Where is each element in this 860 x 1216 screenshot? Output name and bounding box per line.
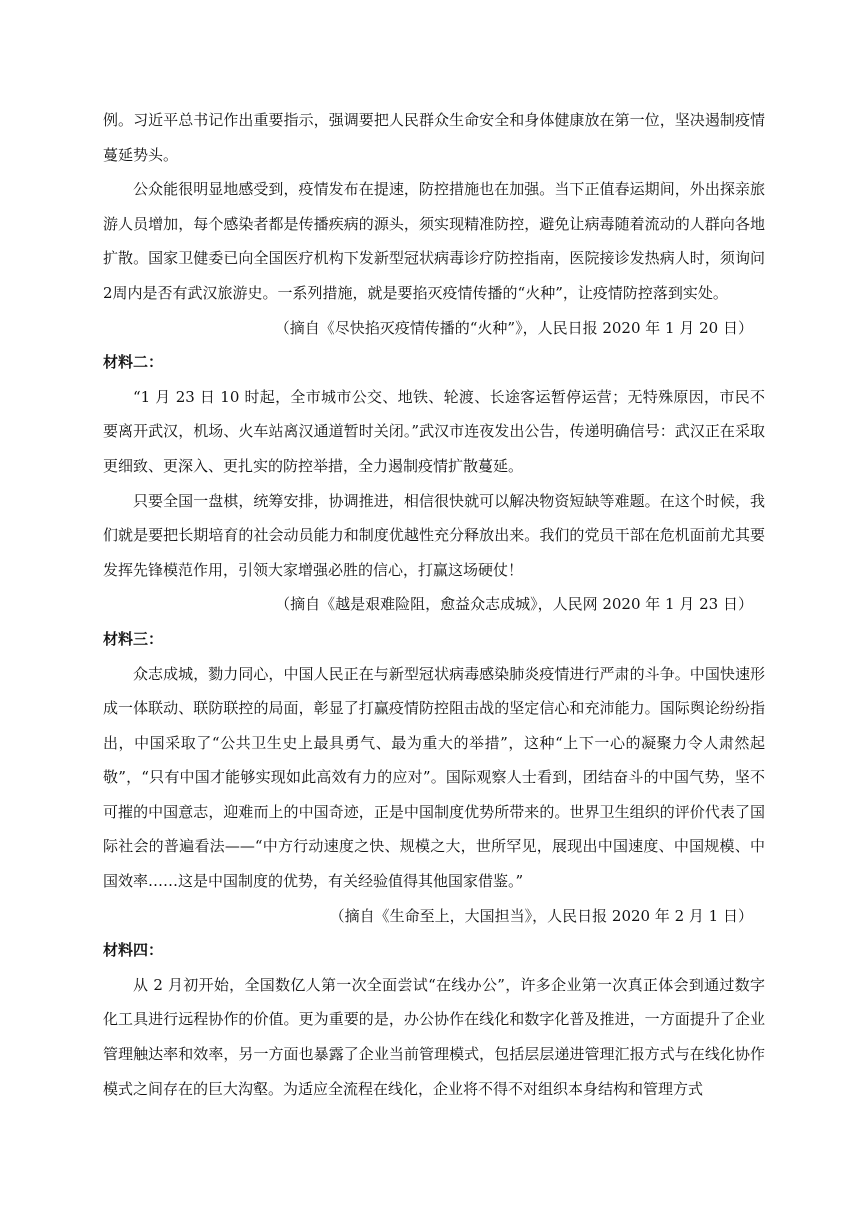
paragraph-body: 从 2 月初开始，全国数亿人第一次全面尝试“在线办公”，许多企业第一次真正体会到通过数字化工具进行远程协作的价值。更为重要的是，办公协作在线化和数字化普及推进，一方面提升了企业管理触达率和效率，另一方面也暴露了企业当前管理模式，包括层层递进管理汇报方式与在线化协作模式之间存在的巨大沟壑。为适应全流程在线化，企业将不得不对组织本身结构和管理方式 [103,975,765,1098]
paragraph-body: 公众能很明显地感受到，疫情发布在提速，防控措施也在加强。当下正值春运期间，外出探亲旅游人员增加，每个感染者都是传播疾病的源头，须实现精准防控，避免让病毒随着流动的人群向各地扩散。国家卫健委已向全国医疗机构下发新型冠状病毒诊疗防控指南，医院接诊发热病人时，须询问2周内是否有武汉旅游史。一系列措施，就是要掐灭疫情传播的“火种”，让疫情防控落到实处。 [103,180,765,302]
paragraph-continuation: 例。习近平总书记作出重要指示，强调要把人民群众生命安全和身体健康放在第一位，坚决遏制疫情蔓延势头。 [103,111,765,164]
paragraph-body: “1 月 23 日 10 时起，全市城市公交、地铁、轮渡、长途客运暂停运营；无特殊原因，市民不要离开武汉，机场、火车站离汉通道暂时关闭。”武汉市连夜发出公告，传递明确信号：武汉正在采取更细致、更深入、更扎实的防控举措，全力遏制疫情扩散蔓延。 [103,387,765,475]
paragraph-body: 众志成城，勠力同心，中国人民正在与新型冠状病毒感染肺炎疫情进行严肃的斗争。中国快速形成一体联动、联防联控的局面，彰显了打赢疫情防控阻击战的坚定信心和充沛能力。国际舆论纷纷指出，中国采取了“公共卫生史上最具勇气、最为重大的举措”，这种“上下一心的凝聚力令人肃然起敬”，“只有中国才能够实现如此高效有力的应对”。国际观察人士看到，团结奋斗的中国气势，坚不可摧的中国意志，迎难而上的中国奇迹，正是中国制度优势所带来的。世界卫生组织的评价代表了国际社会的普遍看法——“中方行动速度之快、规模之大，世所罕见，展现出中国速度、中国规模、中国效率……这是中国制度的优势，有关经验值得其他国家借鉴。” [103,664,765,891]
citation: （摘自《尽快掐灭疫情传播的“火种”》，人民日报 2020 年 1 月 20 日） [274,318,753,337]
section-heading: 材料三： [103,629,164,648]
citation: （摘自《越是艰难险阻，愈益众志成城》，人民网 2020 年 1 月 23 日） [275,595,753,614]
citation: （摘自《生命至上，大国担当》，人民日报 2020 年 2 月 1 日） [329,906,753,925]
section-heading: 材料四： [103,941,164,960]
section-heading: 材料二： [103,353,164,372]
paragraph-body: 只要全国一盘棋，统筹安排，协调推进，相信很快就可以解决物资短缺等难题。在这个时候，我们就是要把长期培育的社会动员能力和制度优越性充分释放出来。我们的党员干部在危机面前尤其要发挥先锋模范作用，引领大家增强必胜的信心，打赢这场硬仗！ [103,491,765,579]
